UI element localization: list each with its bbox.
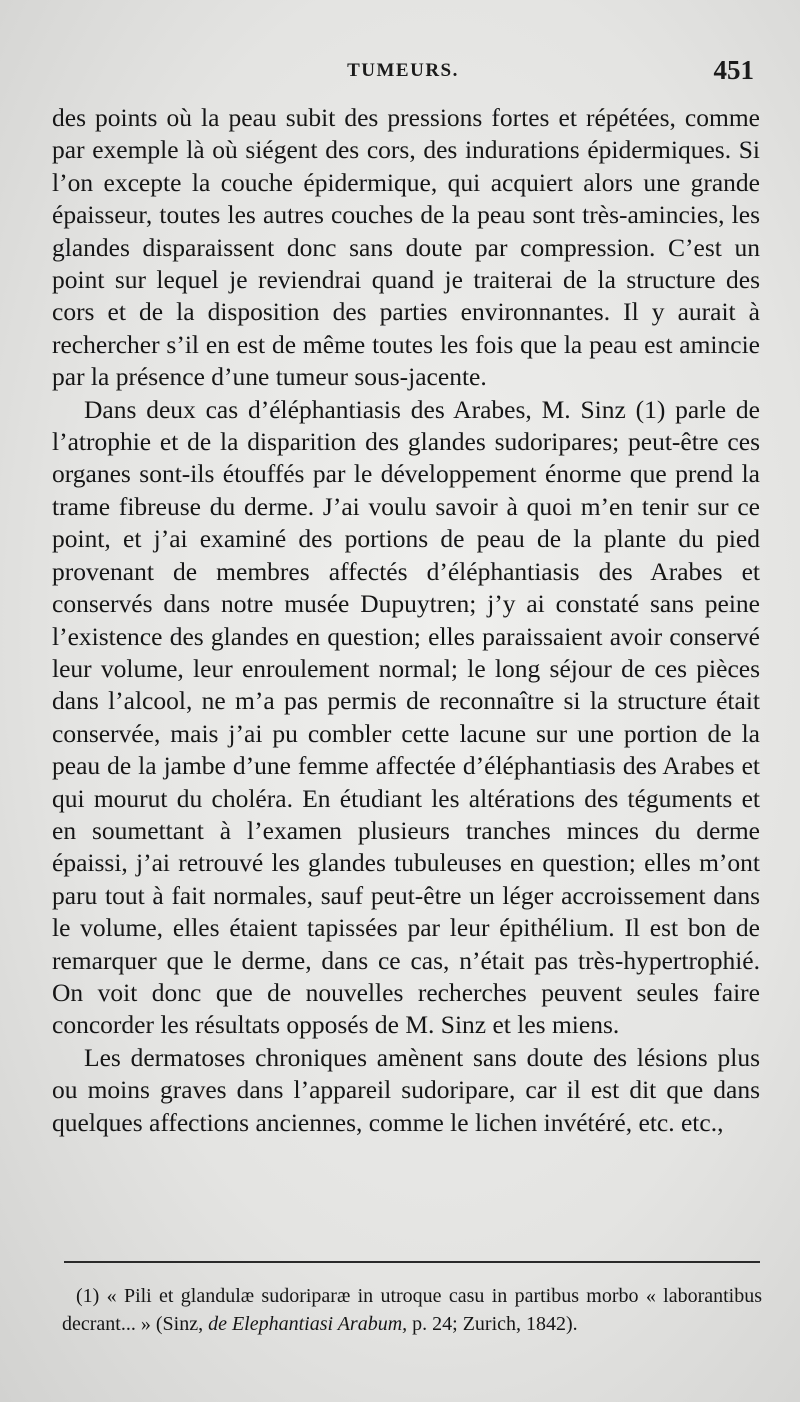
page-header bbox=[52, 55, 754, 90]
footnote-citation-rest: p. 24; Zurich, 1842). bbox=[412, 1312, 578, 1335]
footnote bbox=[62, 1283, 762, 1338]
footnote-marker: (1) bbox=[76, 1285, 100, 1307]
footnote-citation-open: (Sinz, bbox=[155, 1312, 204, 1335]
footnote-citation-title: de Elephantiasi Arabum, bbox=[208, 1312, 408, 1335]
paragraph-elephantiasis: Dans deux cas d’éléphantiasis des Arabes, M. Sinz (1) parle de l’atrophie et de la disparition des glandes sudoripares; peut-être ces organes sont-ils étouffés par le développement énorme que prend la trame fibreuse du derme. J’ai voulu savoir à quoi m’en tenir sur ce point, et j’ai examiné des portions de peau de la plante du pied provenant de membres affectés d’éléphantiasis des Arabes et conservés dans notre musée Dupuytren; j’y ai constaté sans peine l’existence des glandes en question; elles paraissaient avoir conservé leur volume, leur enroulement normal; le long séjour de ces pièces dans l’alcool, ne m’a pas permis de reconnaître si la structure était conservée, mais j’ai pu combler cette lacune sur une portion de la peau de la jambe d’une femme affectée d’éléphantiasis des Arabes et qui mourut du choléra. En étudiant les altérations des téguments et en soumettant à l’examen plusieurs tranches minces du derme épaissi, j’ai retrouvé les glandes tubuleuses en question; elles m’ont paru tout à fait normales, sauf peut-être un léger accroissement dans le volume, elles étaient tapissées par leur épithélium. Il est bon de remarquer que le derme, dans ce cas, n’était pas très-hypertrophié. On voit donc que de nouvelles recherches peuvent seules faire concorder les résultats opposés de M. Sinz et les miens. bbox=[52, 394, 760, 1040]
paragraph-continued: des points où la peau subit des pressions fortes et répétées, comme par exemple là où siégent des cors, des indurations épidermiques. Si l’on excepte la couche épidermique, qui acquiert alors une grande épaisseur, toutes les autres couches de la peau sont très-amincies, les glandes disparaissent donc sans doute par compression. C’est un point sur lequel je reviendrai quand je traiterai de la structure des cors et de la disposition des parties environnantes. Il y aurait à rechercher s’il en est de même toutes les fois que la peau est amincie par la présence d’une tumeur sous-jacente. bbox=[52, 103, 760, 392]
paragraph-dermatoses: Les dermatoses chroniques amènent sans doute des lésions plus ou moins graves dans l’appareil sudoripare, car il est dit que dans quelques affections anciennes, comme le lichen invétéré, etc. etc., bbox=[52, 1042, 760, 1137]
page-number: 451 bbox=[713, 55, 754, 85]
footnote-quote: « Pili et glandulæ sudoriparæ in utroque casu in partibus morbo « laborantibus decrant... » bbox=[62, 1285, 762, 1335]
main-text bbox=[52, 102, 760, 1139]
running-title: TUMEURS. bbox=[347, 60, 459, 81]
footnote-divider bbox=[64, 1261, 760, 1263]
